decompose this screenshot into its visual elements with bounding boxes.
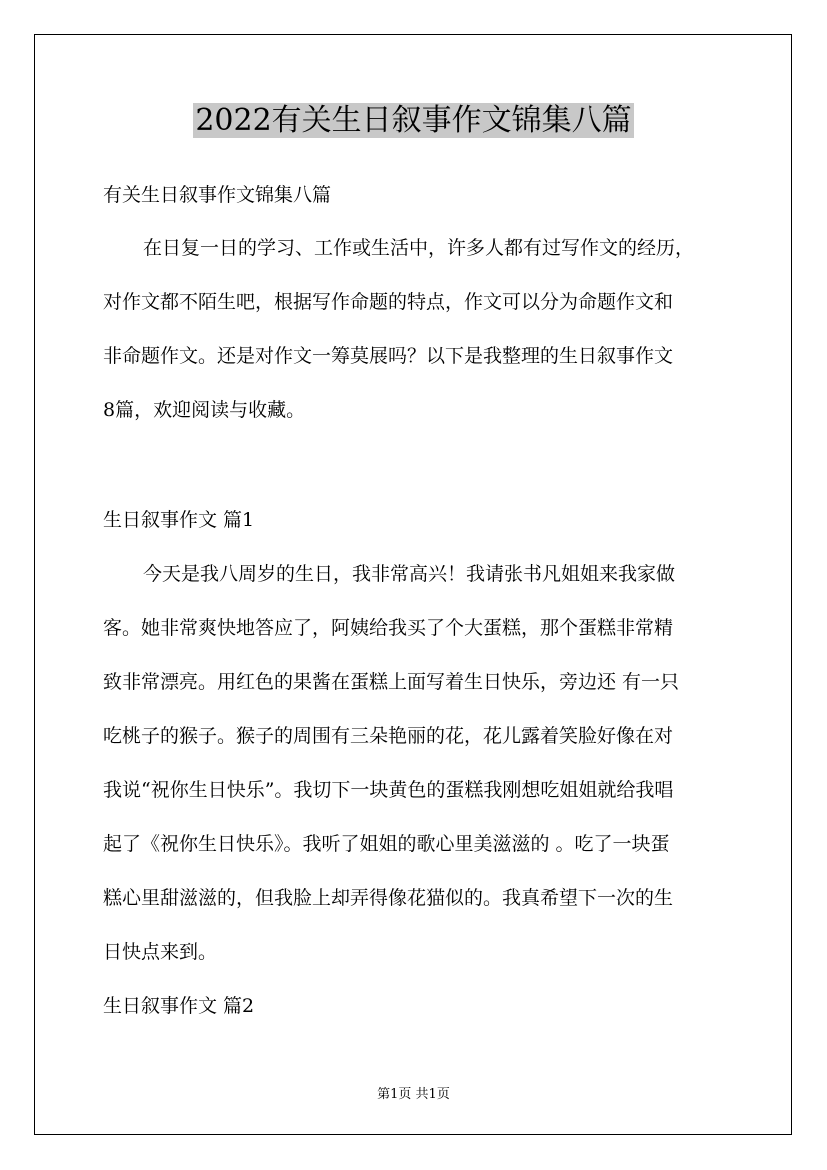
paragraph-line: 致非常漂亮。用红色的果酱在蛋糕上面写着生日快乐，旁边还 有一只 bbox=[103, 671, 680, 693]
paragraph-line: 我说“祝你生日快乐”。我切下一块黄色的蛋糕我刚想吃姐姐就给我唱 bbox=[103, 779, 674, 801]
intro-line: 对作文都不陌生吧，根据写作命题的特点，作文可以分为命题作文和 bbox=[103, 291, 674, 313]
paragraph-line: 起了《祝你生日快乐》。我听了姐姐的歌心里美滋滋的 。吃了一块蛋 bbox=[103, 833, 670, 855]
document-title: 2022有关生日叙事作文锦集八篇 bbox=[195, 103, 632, 138]
section-heading: 生日叙事作文 篇2 bbox=[103, 995, 255, 1017]
paragraph-line: 日快点来到。 bbox=[103, 941, 218, 963]
section-heading: 生日叙事作文 篇1 bbox=[103, 509, 255, 531]
intro-line: 在日复一日的学习、工作或生活中，许多人都有过写作文的经历， bbox=[143, 237, 695, 259]
intro-line: 非命题作文。还是对作文一筹莫展吗？以下是我整理的生日叙事作文 bbox=[103, 345, 674, 367]
intro-line: 8篇，欢迎阅读与收藏。 bbox=[103, 399, 306, 421]
subtitle: 有关生日叙事作文锦集八篇 bbox=[103, 184, 332, 206]
paragraph-line: 客。她非常爽快地答应了，阿姨给我买了个大蛋糕，那个蛋糕非常精 bbox=[103, 617, 674, 639]
paragraph-line: 吃桃子的猴子。猴子的周围有三朵艳丽的花，花儿露着笑脸好像在对 bbox=[103, 725, 674, 747]
page-footer: 第1页 共1页 bbox=[377, 1087, 450, 1102]
paragraph-line: 糕心里甜滋滋的，但我脸上却弄得像花猫似的。我真希望下一次的生 bbox=[103, 887, 674, 909]
paragraph-line: 今天是我八周岁的生日，我非常高兴！我请张书凡姐姐来我家做 bbox=[143, 563, 676, 585]
